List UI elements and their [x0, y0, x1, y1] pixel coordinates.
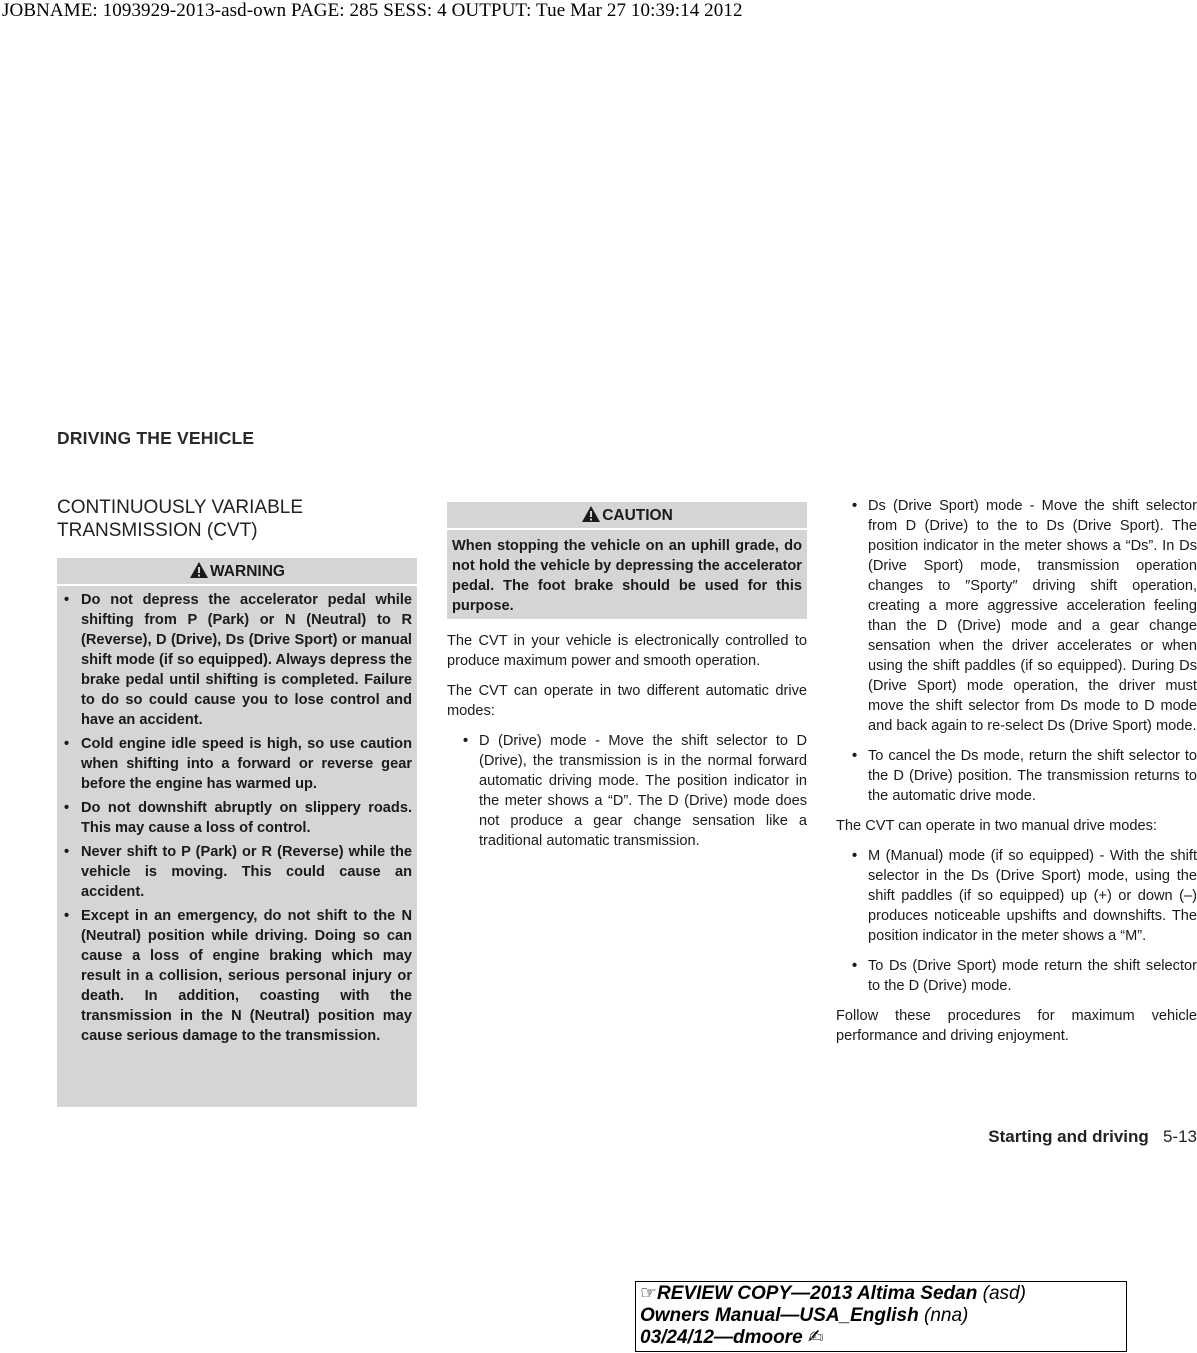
paragraph: The CVT can operate in two manual drive modes:: [836, 818, 1157, 834]
writing-hand-icon: ✍: [807, 1327, 824, 1348]
caution-header: [447, 502, 807, 528]
warning-item: • Do not depress the accelerator pedal while shifting from P (Park) or N (Neutral) to R (Reverse), D (Drive), Ds (Drive Sport) or manual shift mode (if so equipped). Always depress the brake pedal until shifting is completed. Failure to do so could cause you to lose control and have an accident.: [64, 592, 412, 728]
list-item: • M (Manual) mode (if so equipped) - With the shift selector in the Ds (Drive Sport) mode, using the shift paddles (if so equipped) up (+) or down (–) produces noticeable upshifts and downshifts. The position indicator in the meter shows a “M”.: [852, 848, 1197, 944]
warning-label: WARNING: [210, 563, 285, 580]
warning-item: • Do not downshift abruptly on slippery roads. This may cause a loss of control.: [64, 800, 412, 836]
caution-label: CAUTION: [602, 507, 673, 524]
caution-body: [447, 530, 807, 619]
column-2: [447, 502, 807, 861]
warning-triangle-icon: [189, 561, 209, 588]
warning-triangle-icon: [581, 505, 601, 532]
footer-chapter: Starting and driving: [988, 1127, 1149, 1146]
list-item: • D (Drive) mode - Move the shift selector to D (Drive), the transmission is in the normal forward automatic driving mode. The position indicator in the meter shows a “D”. The D (Drive) mode does not produce a gear change sensation like a traditional automatic transmission.: [463, 733, 807, 849]
section-title-line1: CONTINUOUSLY VARIABLE: [57, 497, 304, 518]
warning-body: [57, 586, 417, 1107]
warning-item: • Cold engine idle speed is high, so use caution when shifting into a forward or reverse gear before the engine has warmed up.: [64, 736, 412, 792]
section-title: [57, 496, 417, 542]
pointing-hand-icon: ☞: [640, 1283, 658, 1304]
page-footer: [836, 1127, 1197, 1147]
column-3: [836, 496, 1197, 1056]
caution-text: When stopping the vehicle on an uphill grade, do not hold the vehicle by depressing the accelerator pedal. The foot brake should be used for this purpose.: [452, 538, 802, 614]
paragraph: The CVT in your vehicle is electronically controlled to produce maximum power and smooth operation.: [447, 633, 807, 669]
list-item: • Ds (Drive Sport) mode - Move the shift selector from D (Drive) to the to Ds (Drive Sport). The position indicator in the meter shows a “Ds”. In Ds (Drive Sport) mode, transmission operation changes to ″Sporty″ driving shift operation, creating a more aggressive acceleration feeling than the D (Drive) mode and a gear change sensation when the driver accelerates or when using the shift paddles (if so equipped). During Ds (Drive Sport) mode operation, the driver must move the shift selector from Ds mode to D mode and back again to re-select Ds (Drive Sport) mode.: [852, 498, 1197, 734]
review-line2-suffix: (nna): [924, 1305, 969, 1326]
list-item: • To cancel the Ds mode, return the shift selector to the D (Drive) position. The transmission returns to the automatic drive mode.: [852, 748, 1197, 804]
warning-header: [57, 558, 417, 584]
section-header: DRIVING THE VEHICLE: [57, 428, 255, 448]
paragraph: The CVT can operate in two different automatic drive modes:: [447, 683, 807, 719]
warning-item: • Except in an emergency, do not shift to the N (Neutral) position while driving. Doing so can cause a loss of engine braking which may result in a collision, serious personal injury or death. In addition, coasting with the transmission in the N (Neutral) position may cause serious damage to the transmission.: [64, 908, 412, 1044]
list-item: • To Ds (Drive Sport) mode return the shift selector to the D (Drive) mode.: [852, 958, 1197, 994]
review-line3: 03/24/12—dmoore: [640, 1327, 803, 1348]
section-title-line2: TRANSMISSION (CVT): [57, 520, 258, 541]
review-copy-box: [635, 1281, 1127, 1352]
job-header-line: JOBNAME: 1093929-2013-asd-own PAGE: 285 SESS: 4 OUTPUT: Tue Mar 27 10:39:14 2012: [2, 0, 743, 21]
column-1: [57, 496, 417, 1107]
review-line1-suffix: (asd): [982, 1283, 1026, 1304]
review-line1: REVIEW COPY—2013 Altima Sedan: [657, 1283, 978, 1304]
paragraph: Follow these procedures for maximum vehicle performance and driving enjoyment.: [836, 1008, 1197, 1044]
warning-item: • Never shift to P (Park) or R (Reverse) while the vehicle is moving. This could cause an accident.: [64, 844, 412, 900]
page-number: 5-13: [1162, 1127, 1197, 1146]
review-line2: Owners Manual—USA_English: [640, 1305, 919, 1326]
